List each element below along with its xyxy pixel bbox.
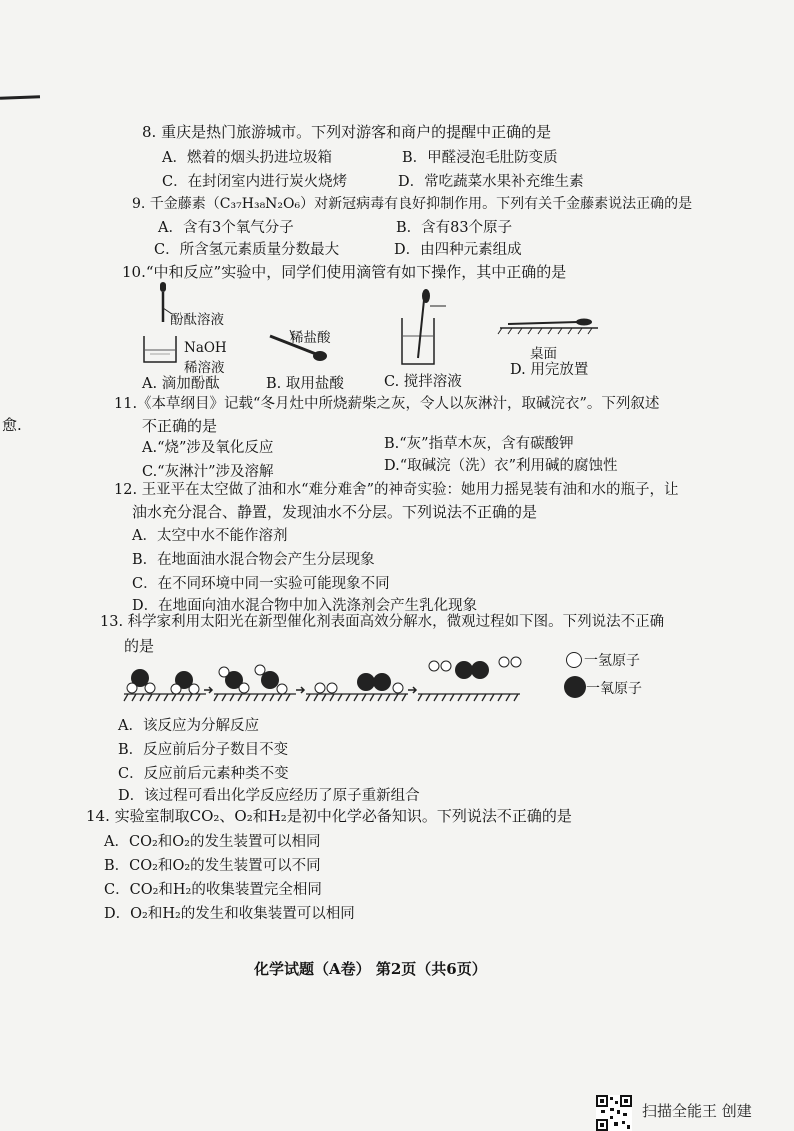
q13-option-d: D．该过程可看出化学反应经历了原子重新组合: [118, 788, 420, 804]
qr-code-icon: [596, 1095, 632, 1131]
q9-option-c: C．所含氢元素质量分数最大: [154, 242, 340, 258]
hydrogen-atom-legend-icon: [566, 652, 582, 668]
q13-option-b: B．反应前后分子数目不变: [118, 742, 289, 758]
q11-option-b: B.“灰”指草木灰，含有碳酸钾: [384, 436, 574, 452]
edge-mark: [0, 95, 40, 99]
q9-option-a: A．含有3个氧气分子: [158, 220, 294, 236]
q12-option-a: A．太空中水不能作溶剂: [132, 528, 288, 544]
q10-option-a: A. 滴加酚酞: [142, 376, 220, 392]
q9-stem: 9. 千金藤素（C₃₇H₃₈N₂O₆）对新冠病毒有良好抑制作用。下列有关千金藤素说法正确的是: [132, 196, 693, 212]
q13-option-c: C．反应前后元素种类不变: [118, 766, 289, 782]
q13-option-a: A．该反应为分解反应: [118, 718, 259, 734]
q14-option-c: C．CO₂和H₂的收集装置完全相同: [104, 882, 322, 898]
q14-option-b: B．CO₂和O₂的发生装置可以不同: [104, 858, 321, 874]
q10-label-naoh-dilute: 稀溶液: [184, 360, 225, 376]
q11-stem-line2: 不正确的是: [142, 417, 218, 435]
q8-option-d: D．常吃蔬菜水果补充维生素: [398, 174, 584, 190]
legend-oxygen-label: 一氧原子: [586, 681, 642, 697]
q14-option-d: D．O₂和H₂的发生和收集装置可以相同: [104, 906, 355, 922]
q12-option-d: D．在地面向油水混合物中加入洗涤剂会产生乳化现象: [132, 598, 478, 614]
legend-hydrogen-label: 一氢原子: [584, 653, 640, 669]
page-footer: 化学试题（A卷） 第2页（共6页）: [254, 960, 487, 978]
q8-option-a: A．燃着的烟头扔进垃圾箱: [162, 150, 332, 166]
q14-stem: 14. 实验室制取CO₂、O₂和H₂是初中化学必备知识。下列说法不正确的是: [86, 807, 572, 825]
q10-label-table: 桌面: [530, 346, 557, 362]
q12-option-b: B．在地面油水混合物会产生分层现象: [132, 552, 375, 568]
q8-option-b: B．甲醛浸泡毛肚防变质: [402, 150, 558, 166]
q10-label-hcl: 稀盐酸: [290, 330, 331, 346]
q11-option-d: D.“取碱浣（洗）衣”利用碱的腐蚀性: [384, 458, 618, 474]
q10-option-d: D. 用完放置: [510, 362, 589, 378]
q11-option-c: C.“灰淋汁”涉及溶解: [142, 464, 274, 480]
q9-option-d: D．由四种元素组成: [394, 242, 522, 258]
q12-option-c: C．在不同环境中同一实验可能现象不同: [132, 576, 390, 592]
q13-stem-line2: 的是: [124, 637, 155, 655]
q8-option-c: C．在封闭室内进行炭火烧烤: [162, 174, 348, 190]
q10-label-naoh: NaOH: [184, 340, 227, 356]
q10-fig-c: [402, 289, 446, 364]
q14-option-a: A．CO₂和O₂的发生装置可以相同: [104, 834, 321, 850]
q12-stem-line2: 油水充分混合、静置，发现油水不分层。下列说法不正确的是: [132, 503, 538, 521]
q9-option-b: B．含有83个原子: [396, 220, 513, 236]
q10-option-b: B. 取用盐酸: [266, 376, 344, 392]
q13-reaction-diagram: [120, 650, 560, 708]
q10-option-c: C. 搅拌溶液: [384, 374, 462, 390]
q10-stem: 10.“中和反应”实验中，同学们使用滴管有如下操作，其中正确的是: [122, 263, 567, 281]
q11-option-a: A.“烧”涉及氧化反应: [142, 440, 274, 456]
margin-text: 愈.: [2, 416, 22, 434]
q11-stem-line1: 11.《本草纲目》记载“冬月灶中所烧薪柴之灰，令人以灰淋汁，取碱浣衣”。下列叙述: [114, 396, 660, 412]
q10-fig-d: [498, 319, 598, 335]
scanner-watermark: 扫描全能王 创建: [642, 1102, 752, 1120]
oxygen-atom-legend-icon: [564, 676, 586, 698]
q10-label-phenolphthalein: 酚酞溶液: [170, 312, 224, 328]
q12-stem-line1: 12. 王亚平在太空做了油和水“难分难舍”的神奇实验：她用力摇晃装有油和水的瓶子，让: [114, 482, 679, 498]
q13-stem-line1: 13. 科学家利用太阳光在新型催化剂表面高效分解水，微观过程如下图。下列说法不正确: [100, 614, 665, 630]
q8-stem: 8. 重庆是热门旅游城市。下列对游客和商户的提醒中正确的是: [142, 123, 552, 141]
